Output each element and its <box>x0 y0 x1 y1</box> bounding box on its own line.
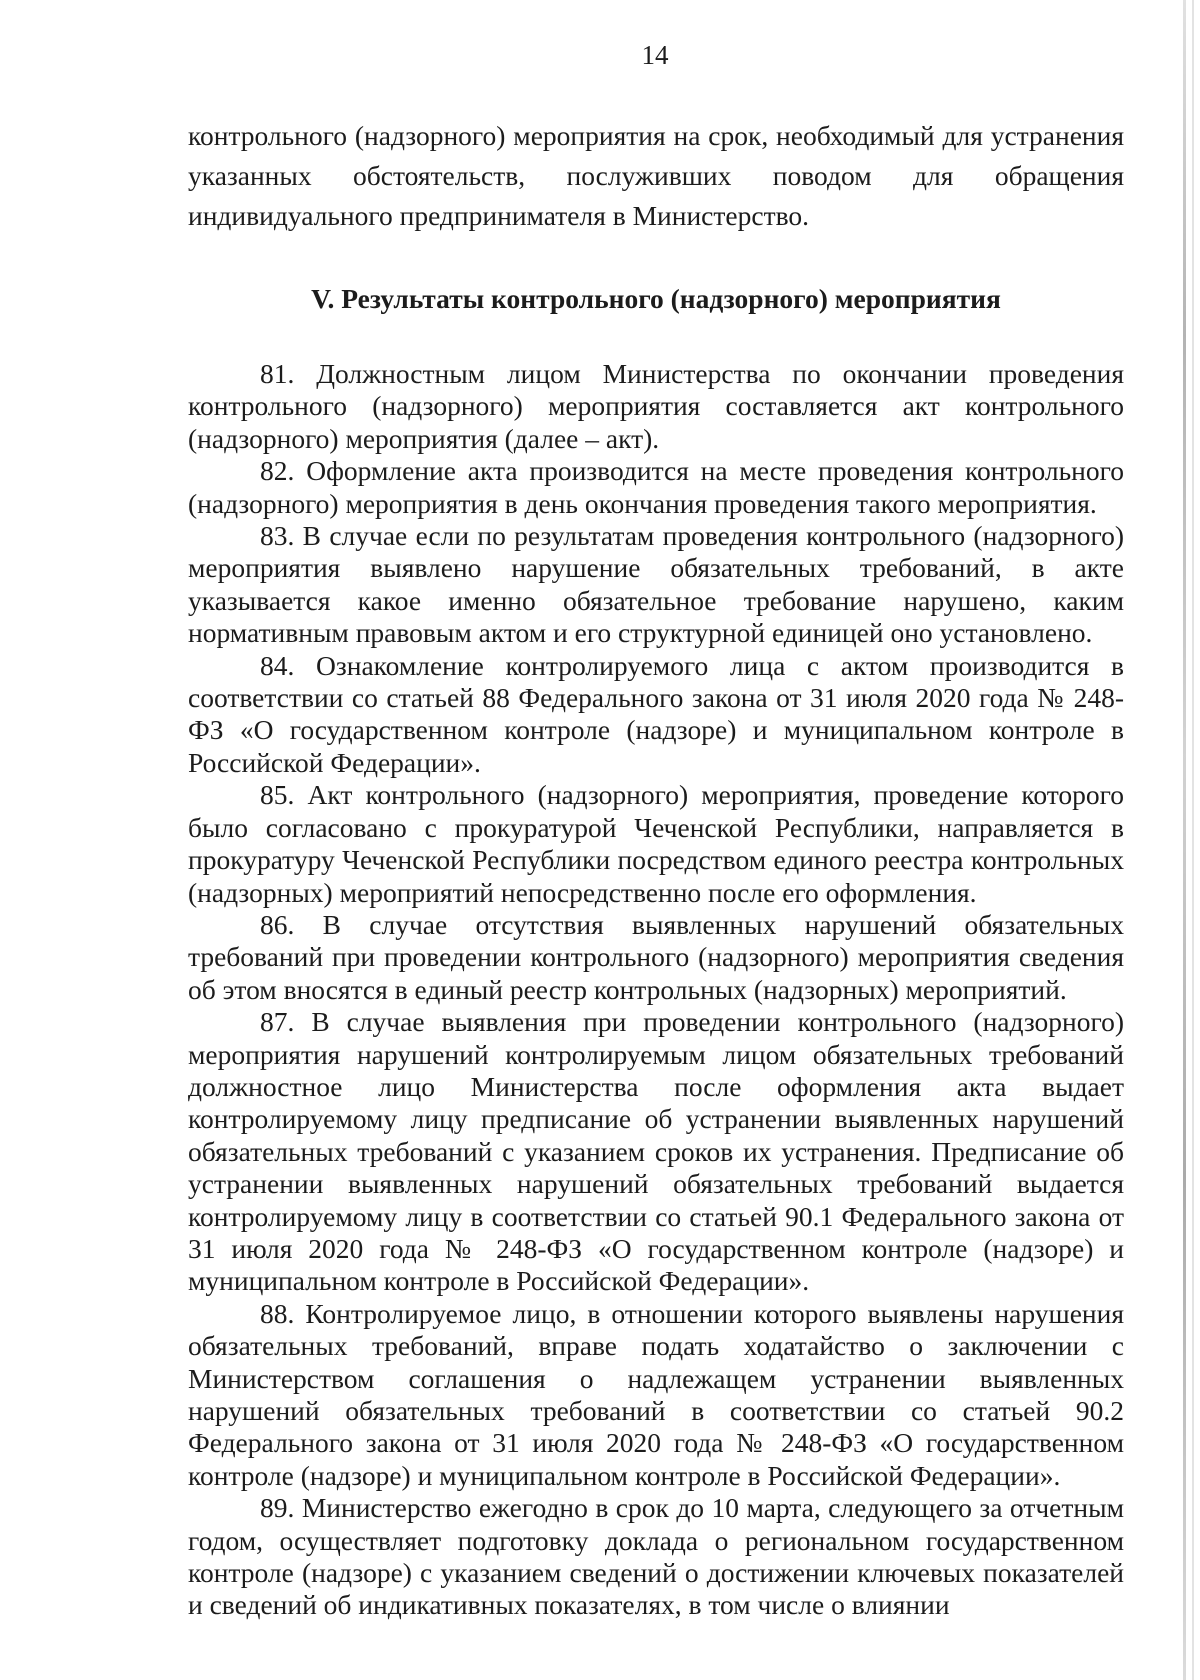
paragraph-86: 86. В случае отсутствия выявленных нарушений обязательных требований при проведении контрольного (надзорного) мероприятия сведения об этом вносятся в единый реестр контрольных (надзорных) мероприятий. <box>188 908 1124 1005</box>
paragraph-85: 85. Акт контрольного (надзорного) мероприятия, проведение которого было согласовано с прокуратурой Чеченской Республики, направляется в прокуратуру Чеченской Республики посредством единого реестра контрольных (надзорных) мероприятий непосредственно после его оформления. <box>188 779 1124 908</box>
section-heading: V. Результаты контрольного (надзорного) мероприятия <box>311 283 1001 314</box>
paragraph-88: 88. Контролируемое лицо, в отношении которого выявлены нарушения обязательных требований, вправе подать ходатайство о заключении с Министерством соглашения о надлежащем устранении выявленных нарушений обязательных требований в соответствии со статьей 90.2 Федерального закона от 31 июля 2020 года № 248-ФЗ «О государственном контроле (надзоре) и муниципальном контроле в Российской Федерации». <box>188 1297 1124 1491</box>
scan-edge-line <box>1192 0 1194 1680</box>
paragraph-83: 83. В случае если по результатам проведения контрольного (надзорного) мероприятия выявлено нарушение обязательных требований, в акте указывается какое именно обязательное требование нарушено, каким нормативным правовым актом и его структурной единицей оно установлено. <box>188 520 1124 649</box>
paragraph-81: 81. Должностным лицом Министерства по окончании проведения контрольного (надзорного) мероприятия составляется акт контрольного (надзорного) мероприятия (далее – акт). <box>188 358 1124 454</box>
document-body <box>188 116 1124 1622</box>
page-number: 14 <box>641 40 669 70</box>
paragraph-82: 82. Оформление акта производится на месте проведения контрольного (надзорного) мероприятия в день окончания проведения такого мероприятия. <box>188 455 1124 519</box>
paragraph-89: 89. Министерство ежегодно в срок до 10 марта, следующего за отчетным годом, осуществляет подготовку доклада о региональном государственном контроле (надзоре) с указанием сведений о достижении ключевых показателей и сведений об индикативных показателях, в том числе о влиянии <box>188 1492 1124 1621</box>
intro-paragraph: контрольного (надзорного) мероприятия на срок, необходимый для устранения указанных обстоятельств, послуживших поводом для обращения индивидуального предпринимателя в Министерство. <box>188 120 1124 231</box>
paragraph-87: 87. В случае выявления при проведении контрольного (надзорного) мероприятия нарушений контролируемым лицом обязательных требований должностное лицо Министерства после оформления акта выдает контролируемому лицу предписание об устранении выявленных нарушений обязательных требований с указанием сроков их устранения. Предписание об устранении выявленных нарушений обязательных требований выдается контролируемому лицу в соответствии со статьей 90.1 Федерального закона от 31 июля 2020 года № 248-ФЗ «О государственном контроле (надзоре) и муниципальном контроле в Российской Федерации». <box>188 1006 1124 1297</box>
scan-edge-shadow <box>1183 0 1186 1680</box>
paragraph-84: 84. Ознакомление контролируемого лица с актом производится в соответствии со статьей 88 Федерального закона от 31 июля 2020 года № 248-ФЗ «О государственном контроле (надзоре) и муниципальном контроле в Российской Федерации». <box>188 649 1124 778</box>
